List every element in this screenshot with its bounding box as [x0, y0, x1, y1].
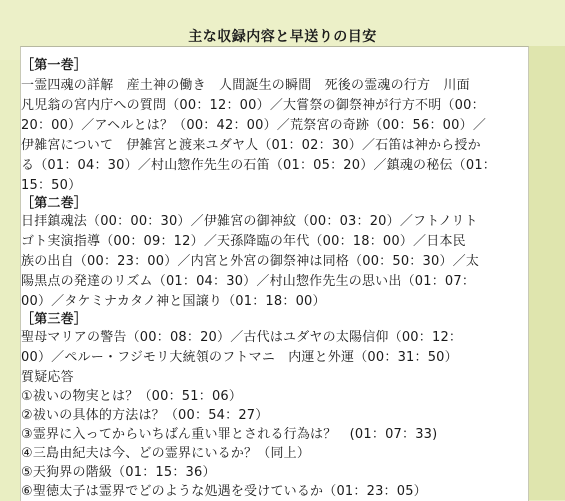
volume-2-line: 陽黒点の発達のリズム（01：04：30）／村山惣作先生の思い出（01：07：	[21, 274, 476, 289]
volume-1-line: 一霊四魂の詳解 産土神の働き 人間誕生の瞬間 死後の霊魂の行方 川面	[21, 78, 470, 93]
volume-1-line: 伊雑宮について 伊雑宮と渡来ユダヤ人（01：02：30）／石笛は神から授か	[21, 138, 481, 153]
volume-2-heading: ［第二巻］	[21, 196, 88, 211]
qa-item: ④三島由紀夫は今、どの霊界にいるか？（同上）	[21, 446, 311, 461]
volume-3-line: 00）／ペルー・フジモリ大統領のフトマニ 内運と外運（00：31：50）	[21, 350, 458, 365]
volume-3-line: 聖母マリアの警告（00：08：20）／古代はユダヤの太陽信仰（00：12：	[21, 330, 463, 345]
page-title: 主な収録内容と早送りの目安	[188, 29, 377, 45]
right-margin-strip	[528, 46, 565, 500]
qa-item: ⑤天狗界の階級（01：15：36）	[21, 465, 216, 480]
volume-1-line: 凡児翁の宮内庁への質問（00：12：00）／大嘗祭の御祭神が行方不明（00：	[21, 98, 485, 113]
volume-1-line: 20：00）／アヘルとは？（00：42：00）／荒祭宮の奇跡（00：56：00）／	[21, 118, 487, 133]
volume-3-heading: ［第三巻］	[21, 312, 88, 327]
volume-1-line: 15：50）	[21, 178, 82, 193]
volume-1-heading: ［第一巻］	[21, 58, 88, 73]
volume-1-line: る（01：04：30）／村山惣作先生の石笛（01：05：20）／鎮魂の秘伝（01：	[21, 158, 496, 173]
qa-item: ①祓いの物実とは？（00：51：06）	[21, 389, 243, 404]
qa-item: ③霊界に入ってからいちばん重い罪とされる行為は？ (01：07：33)	[21, 427, 438, 442]
contents-panel	[20, 46, 529, 501]
volume-2-line: ゴト実演指導（00：09：12）／天孫降臨の年代（00：18：00）／日本民	[21, 234, 466, 249]
volume-2-line: 族の出自（00：23：00）／内宮と外宮の御祭神は同格（00：50：30）／太	[21, 254, 480, 269]
qa-item: ②祓いの具体的方法は？（00：54：27）	[21, 408, 269, 423]
volume-2-line: 日拝鎮魂法（00：00：30）／伊雑宮の御神紋（00：03：20）／フトノリト	[21, 214, 478, 229]
volume-2-line: 00）／タケミナカタノ神と国譲り（01：18：00）	[21, 294, 326, 309]
qa-heading: 質疑応答	[21, 370, 74, 385]
qa-item: ⑥聖徳太子は霊界でどのような処遇を受けているか（01：23：05）	[21, 484, 427, 499]
